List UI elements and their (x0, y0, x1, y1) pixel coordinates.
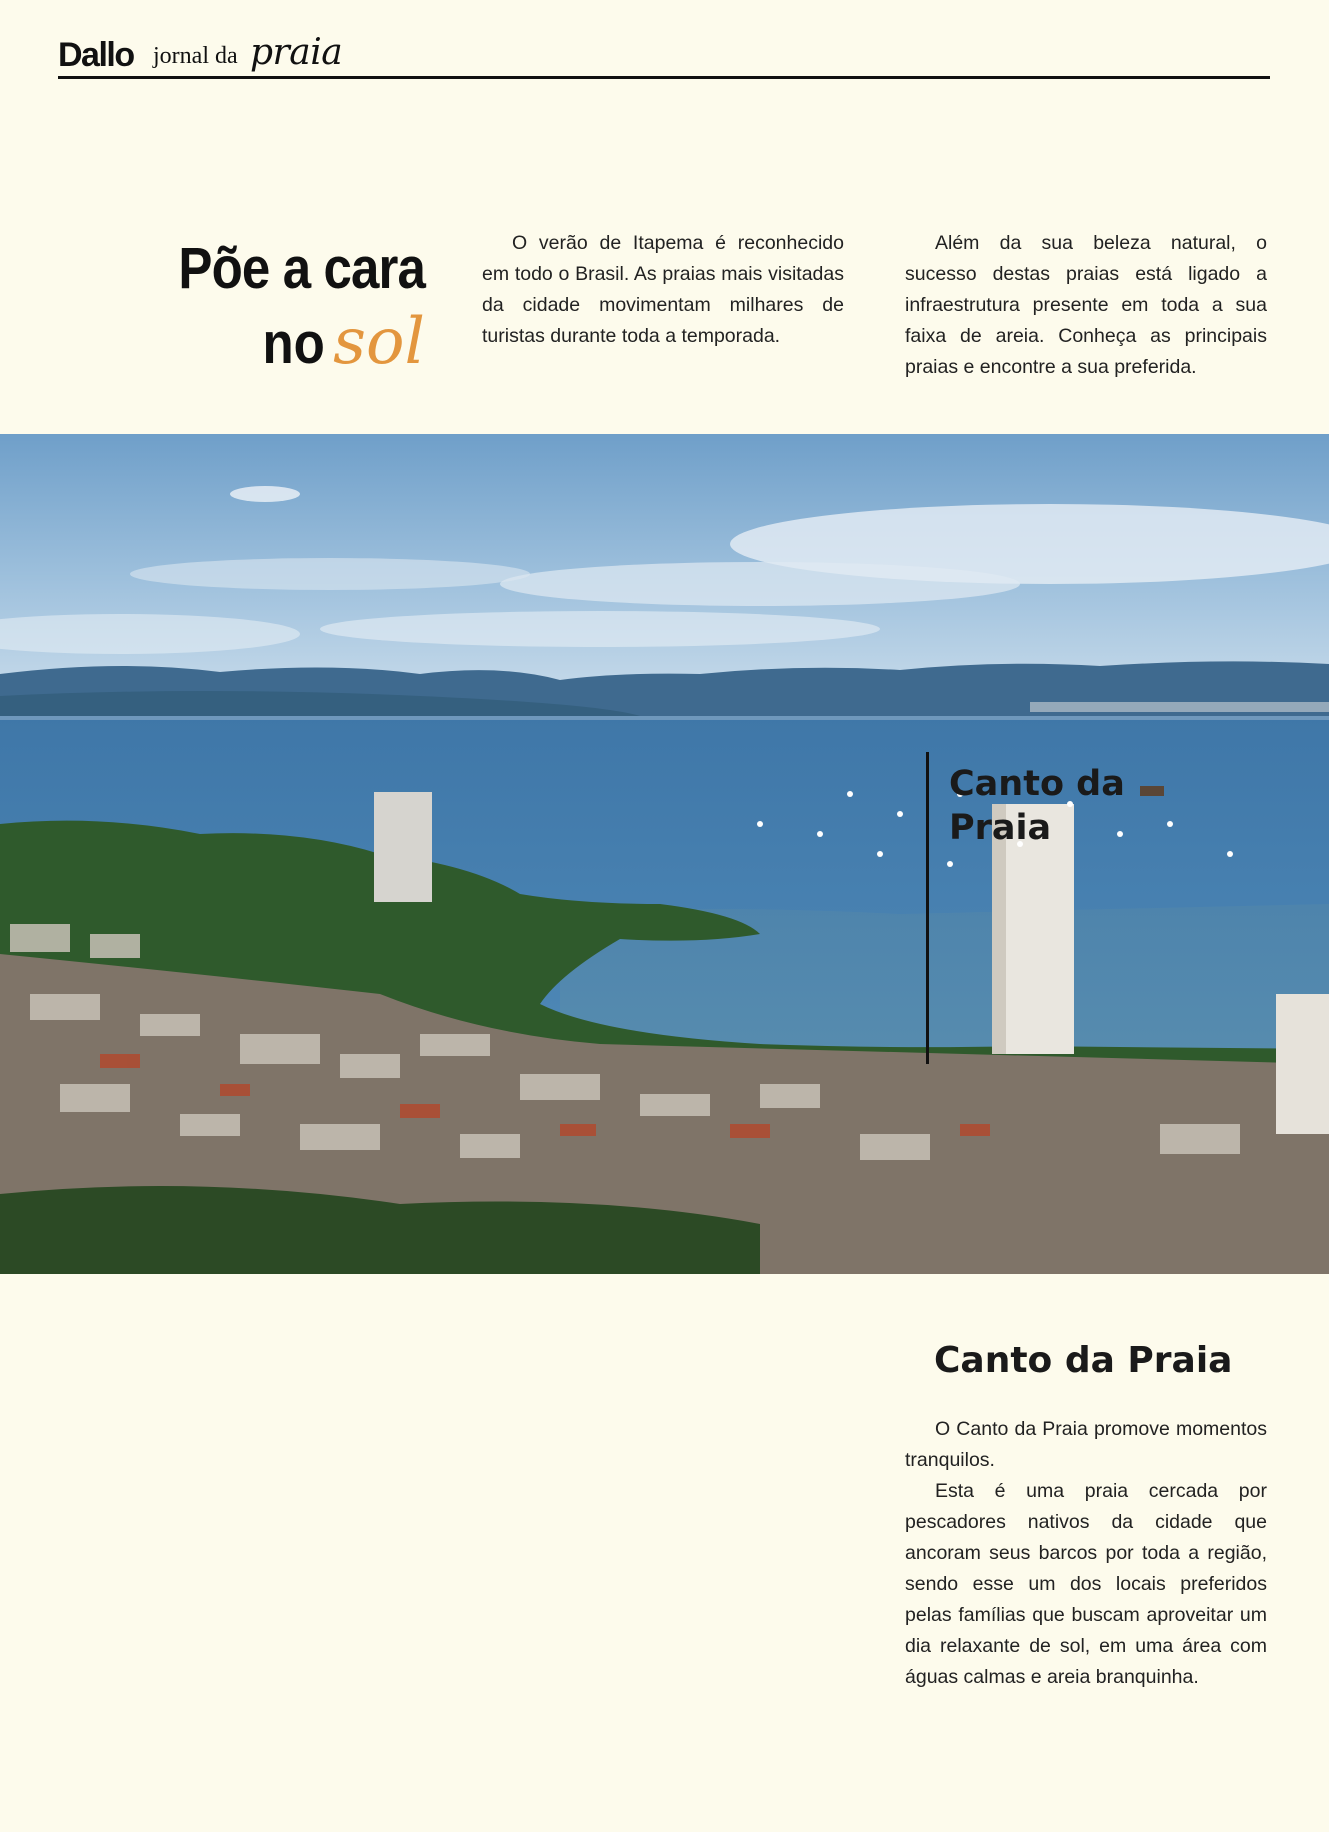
page-headline (120, 236, 425, 384)
brand-script: praia (250, 32, 343, 73)
masthead (58, 30, 1270, 80)
masthead-divider (58, 76, 1270, 79)
section-title: Canto da Praia (934, 1340, 1233, 1381)
section-body (905, 1414, 1267, 1693)
photo-caption (926, 752, 1159, 1064)
intro-column-1: O verão de Itapema é reconhecido em todo o Brasil. As praias mais visitadas da cidade movimentam milhares de turistas durante toda a temporada. (482, 232, 844, 347)
intro-column-2: Além da sua beleza natural, o sucesso destas praias está ligado a infraestrutura presente em toda a sua faixa de areia. Conheça as principais praias e encontre a sua preferida. (905, 232, 1267, 378)
brand-logo: Dallo (58, 36, 134, 74)
headline-line-1: Põe a cara (178, 236, 425, 302)
section-paragraph-1: O Canto da Praia promove momentos tranquilos. (905, 1418, 1267, 1471)
headline-word-no: no (262, 311, 326, 377)
headline-line-2 (120, 302, 425, 384)
headline-accent-word: sol (333, 305, 425, 380)
brand-subtitle: jornal da (153, 43, 238, 69)
section-paragraph-2: Esta é uma praia cercada por pescadores nativos da cidade que ancoram seus barcos por toda a região, sendo esse um dos locais preferidos pelas famílias que buscam aproveitar um dia relaxante de sol, em uma área com águas calmas e areia branquinha. (905, 1480, 1267, 1688)
photo-caption-text: Canto da Praia (949, 764, 1125, 848)
